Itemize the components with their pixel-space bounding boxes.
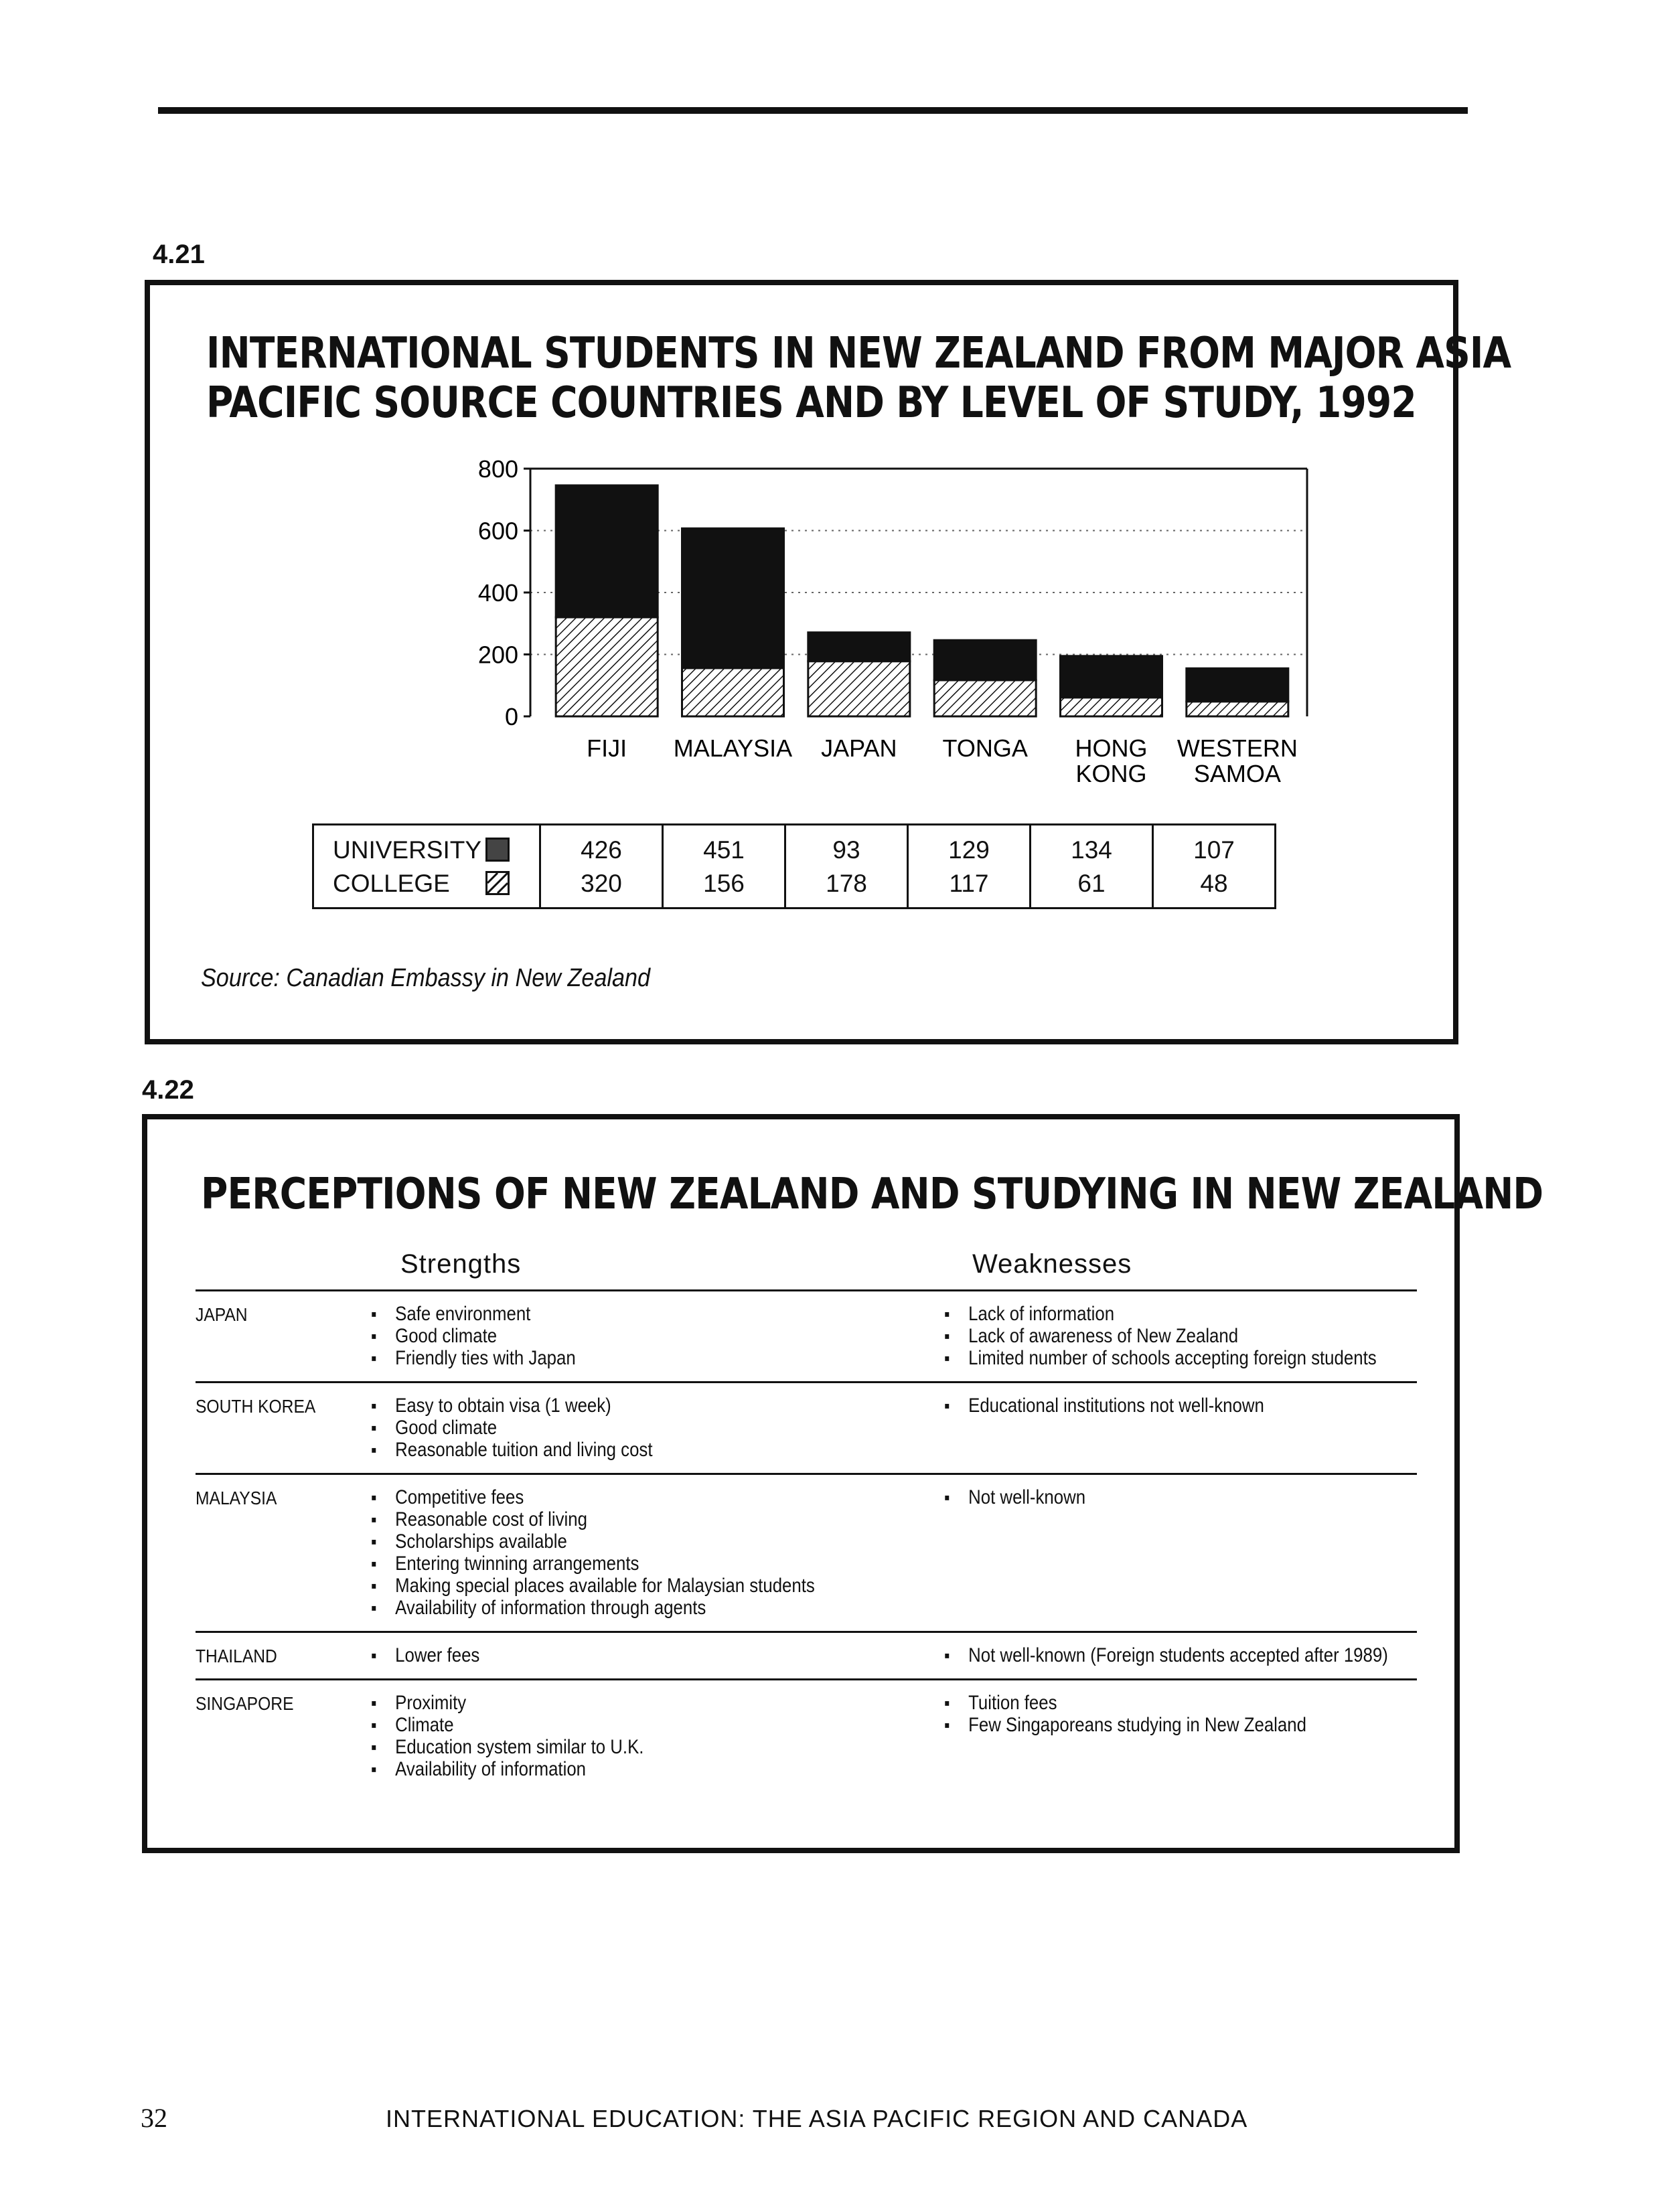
chart-source-note: Source: Canadian Embassy in New Zealand [201, 964, 651, 992]
figure-number-4-21: 4.21 [153, 240, 205, 269]
x-category-label: MALAYSIA [673, 734, 793, 762]
x-category-label: SAMOA [1193, 760, 1281, 787]
x-category-label: JAPAN [821, 734, 897, 762]
college-value: 156 [703, 870, 745, 897]
row-divider [196, 1631, 1417, 1633]
list-item: ▪ Safe environment [371, 1303, 576, 1325]
weaknesses-list [944, 1395, 1316, 1417]
perceptions-title: PERCEPTIONS OF NEW ZEALAND AND STUDYING IN NEW ZEALAND [201, 1170, 1543, 1219]
bar-college [1187, 702, 1288, 716]
x-category-label: HONG [1075, 734, 1148, 762]
university-value: 426 [581, 836, 622, 864]
country-label: SOUTH KOREA [196, 1396, 316, 1417]
bar-university [556, 485, 658, 617]
list-item: ▪ Reasonable tuition and living cost [371, 1439, 652, 1461]
weaknesses-list [944, 1486, 1108, 1508]
strengths-header: Strengths [400, 1249, 522, 1279]
list-item: ▪ Easy to obtain visa (1 week) [371, 1395, 652, 1417]
table-cell [663, 825, 785, 908]
list-item: ▪ Not well-known (Foreign students accepted after 1989) [944, 1644, 1388, 1666]
bar-college [808, 661, 910, 716]
figure-4-22-box [142, 1114, 1543, 1853]
weaknesses-list [944, 1644, 1460, 1666]
college-label: COLLEGE [333, 870, 450, 897]
bar-university [934, 640, 1036, 680]
university-value: 134 [1071, 836, 1112, 864]
x-category-label: WESTERN [1177, 734, 1298, 762]
x-category-label: KONG [1075, 760, 1147, 787]
university-value: 129 [948, 836, 990, 864]
strengths-list [371, 1486, 887, 1619]
university-legend-swatch [485, 838, 510, 862]
bar-university [808, 633, 910, 661]
list-item: ▪ Lack of awareness of New Zealand [944, 1325, 1377, 1347]
table-row-labels [313, 825, 540, 908]
bar-college [934, 680, 1036, 716]
page-number: 32 [141, 2103, 167, 2133]
university-value: 93 [832, 836, 860, 864]
hatch-icon [487, 873, 508, 893]
y-tick-label: 400 [477, 579, 518, 607]
table-cell [540, 825, 663, 908]
list-item: ▪ Lower fees [371, 1644, 479, 1666]
list-item: ▪ Education system similar to U.K. [371, 1736, 643, 1758]
list-item: ▪ Few Singaporeans studying in New Zealand [944, 1714, 1306, 1736]
bar-college [556, 617, 658, 716]
list-item: ▪ Making special places available for Malaysian students [371, 1575, 815, 1597]
strengths-list [371, 1692, 688, 1780]
college-value: 48 [1200, 870, 1228, 897]
list-item: ▪ Educational institutions not well-known [944, 1395, 1264, 1417]
list-item: ▪ Good climate [371, 1325, 576, 1347]
list-item: ▪ Entering twinning arrangements [371, 1553, 815, 1575]
list-item: ▪ Availability of information [371, 1758, 643, 1780]
running-footer: INTERNATIONAL EDUCATION: THE ASIA PACIFIC REGION AND CANADA [386, 2105, 1248, 2132]
row-divider [196, 1473, 1417, 1475]
table-cell [785, 825, 908, 908]
list-item: ▪ Scholarships available [371, 1530, 815, 1553]
weaknesses-list [944, 1692, 1365, 1736]
list-item: ▪ Climate [371, 1714, 643, 1736]
chart-title-line2: PACIFIC SOURCE COUNTRIES AND BY LEVEL OF STUDY, 1992 [206, 378, 1416, 428]
list-item: ▪ Availability of information through agents [371, 1597, 815, 1619]
table-cell [1031, 825, 1153, 908]
bar-university [682, 528, 784, 668]
country-label: MALAYSIA [196, 1488, 277, 1508]
x-category-label: FIJI [587, 734, 627, 762]
list-item: ▪ Limited number of schools accepting foreign students [944, 1347, 1377, 1369]
list-item: ▪ Tuition fees [944, 1692, 1306, 1714]
figure-number-4-22: 4.22 [142, 1075, 194, 1105]
list-item: ▪ Friendly ties with Japan [371, 1347, 576, 1369]
bar-college [682, 668, 784, 716]
college-value: 178 [826, 870, 867, 897]
bar-university [1187, 668, 1288, 701]
y-tick-label: 600 [477, 517, 518, 545]
chart-title-line1: INTERNATIONAL STUDENTS IN NEW ZEALAND FROM MAJOR ASIA [206, 329, 1511, 378]
college-value: 320 [581, 870, 622, 897]
bar-university [1061, 656, 1162, 698]
country-label: THAILAND [196, 1646, 277, 1666]
stacked-bar-chart [0, 0, 1666, 870]
x-category-label: TONGA [942, 734, 1028, 762]
bar-college [1061, 698, 1162, 716]
weaknesses-list [944, 1303, 1447, 1369]
university-label: UNIVERSITY [333, 836, 482, 864]
country-label: JAPAN [196, 1304, 248, 1325]
list-item: ▪ Lack of information [944, 1303, 1377, 1325]
list-item: ▪ Competitive fees [371, 1486, 815, 1508]
list-item: ▪ Proximity [371, 1692, 643, 1714]
list-item: ▪ Reasonable cost of living [371, 1508, 815, 1530]
row-divider [196, 1678, 1417, 1680]
list-item: ▪ Not well-known [944, 1486, 1085, 1508]
college-value: 117 [949, 870, 989, 897]
row-divider [196, 1381, 1417, 1383]
country-label: SINGAPORE [196, 1693, 294, 1714]
college-value: 61 [1077, 870, 1106, 897]
y-tick-label: 800 [477, 455, 518, 483]
list-item: ▪ Good climate [371, 1417, 652, 1439]
strengths-list [371, 1303, 609, 1369]
table-cell [908, 825, 1031, 908]
university-value: 451 [703, 836, 745, 864]
strengths-list [371, 1395, 698, 1461]
strengths-list [371, 1644, 498, 1666]
y-tick-label: 200 [477, 641, 518, 669]
row-divider [196, 1289, 1417, 1291]
college-legend-swatch [485, 871, 510, 895]
values-table [312, 823, 1276, 909]
table-cell [1153, 825, 1276, 908]
weaknesses-header: Weaknesses [972, 1249, 1132, 1279]
y-tick-label: 0 [504, 703, 518, 730]
university-value: 107 [1193, 836, 1235, 864]
